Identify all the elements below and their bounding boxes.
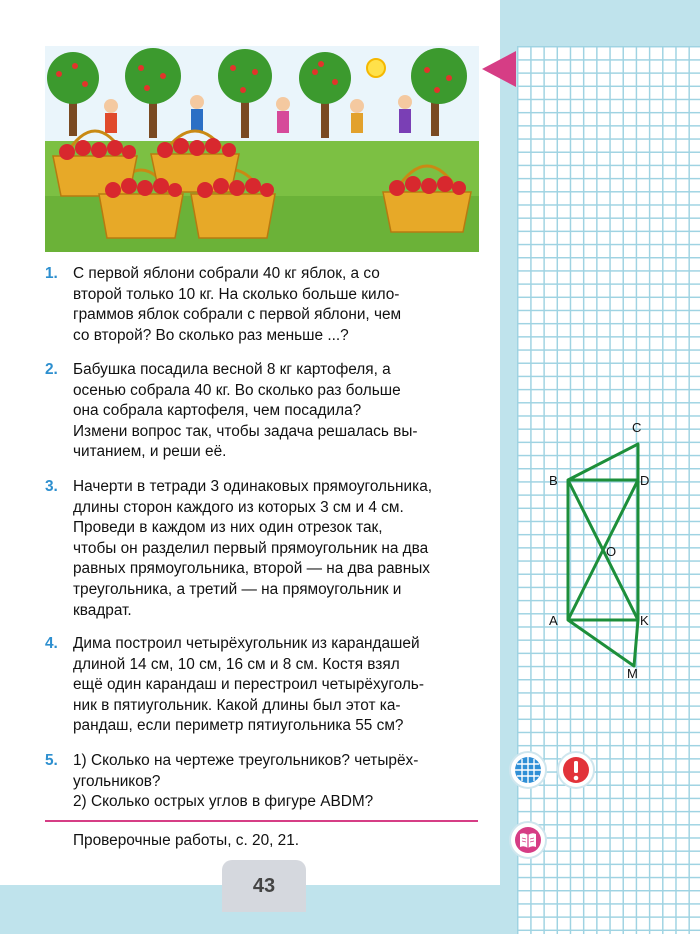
task-text-line: читанием, и реши её. (73, 443, 227, 461)
geometry-figure (517, 400, 700, 700)
task-text-line: длиной 14 см, 10 см, 16 см и 8 см. Костя взял (73, 655, 400, 673)
task-text-line: длины сторон каждого из которых 3 см и 4 см. (73, 498, 404, 516)
task-text-line: Измени вопрос так, чтобы задача решалась вы- (73, 422, 418, 440)
label-o: O (606, 544, 617, 559)
section-divider (45, 820, 478, 822)
grid-globe-icon[interactable] (508, 750, 548, 795)
pink-triangle-marker-icon (482, 51, 516, 87)
task-text-line: граммов яблок собрали с первой яблони, чем (73, 306, 402, 324)
label-k: K (640, 613, 649, 628)
task-text-line: Начерти в тетради 3 одинаковых прямоугольника, (73, 478, 433, 495)
task-text-line: она собрала картофеля, чем посадила? (73, 402, 362, 420)
task-number: 5. (45, 752, 58, 769)
task-text-line: 2) Сколько острых углов в фигуре ABDM? (73, 793, 374, 811)
task-text-line: со второй? Во сколько раз меньше ...? (73, 326, 349, 344)
task-text-line: С первой яблони собрали 40 кг яблок, а со (73, 265, 380, 282)
label-a: A (549, 613, 558, 628)
task-text-line: 1) Сколько на чертеже треугольников? четырёх- (73, 752, 419, 769)
task-number: 2. (45, 361, 58, 378)
task-text-line: треугольника, а третий — на прямоугольник и (73, 580, 402, 598)
page-number: 43 (222, 860, 306, 912)
task-text-line: Дима построил четырёхугольник из карандашей (73, 635, 420, 652)
task-number: 4. (45, 635, 58, 652)
label-b: B (549, 473, 558, 488)
task-text-line: ник в пятиугольник. Какой длины был этот ка- (73, 696, 401, 714)
task-5 (45, 751, 485, 813)
task-2 (45, 360, 485, 463)
task-4 (45, 634, 485, 737)
task-text-line: угольников? (73, 772, 161, 790)
figure-outline (568, 444, 638, 666)
task-number: 3. (45, 478, 58, 495)
open-book-icon[interactable] (508, 820, 548, 865)
task-text-line: второй только 10 кг. На сколько больше кило- (73, 285, 400, 303)
orchard-illustration (45, 46, 479, 252)
task-text-line: рандаш, если периметр пятиугольника 55 см? (73, 717, 404, 735)
task-text-line: чтобы он разделил первый прямоугольник на два (73, 539, 429, 557)
exclamation-icon[interactable] (556, 750, 596, 795)
task-number: 1. (45, 265, 58, 282)
task-text-line: Бабушка посадила весной 8 кг картофеля, а (73, 361, 391, 378)
task-1 (45, 264, 485, 346)
label-d: D (640, 473, 650, 488)
label-c: C (632, 420, 642, 435)
task-text-line: квадрат. (73, 601, 132, 619)
label-m: M (627, 666, 638, 681)
check-works-reference: Проверочные работы, с. 20, 21. (73, 832, 300, 849)
task-text-line: ещё один карандаш и перестроил четырёхуголь- (73, 676, 424, 694)
task-text-line: осенью собрала 40 кг. Во сколько раз больше (73, 381, 401, 399)
task-text-line: Проведи в каждом из них один отрезок так, (73, 519, 383, 537)
task-3 (45, 477, 485, 621)
task-text-line: равных прямоугольника, второй — на два равных (73, 560, 430, 578)
